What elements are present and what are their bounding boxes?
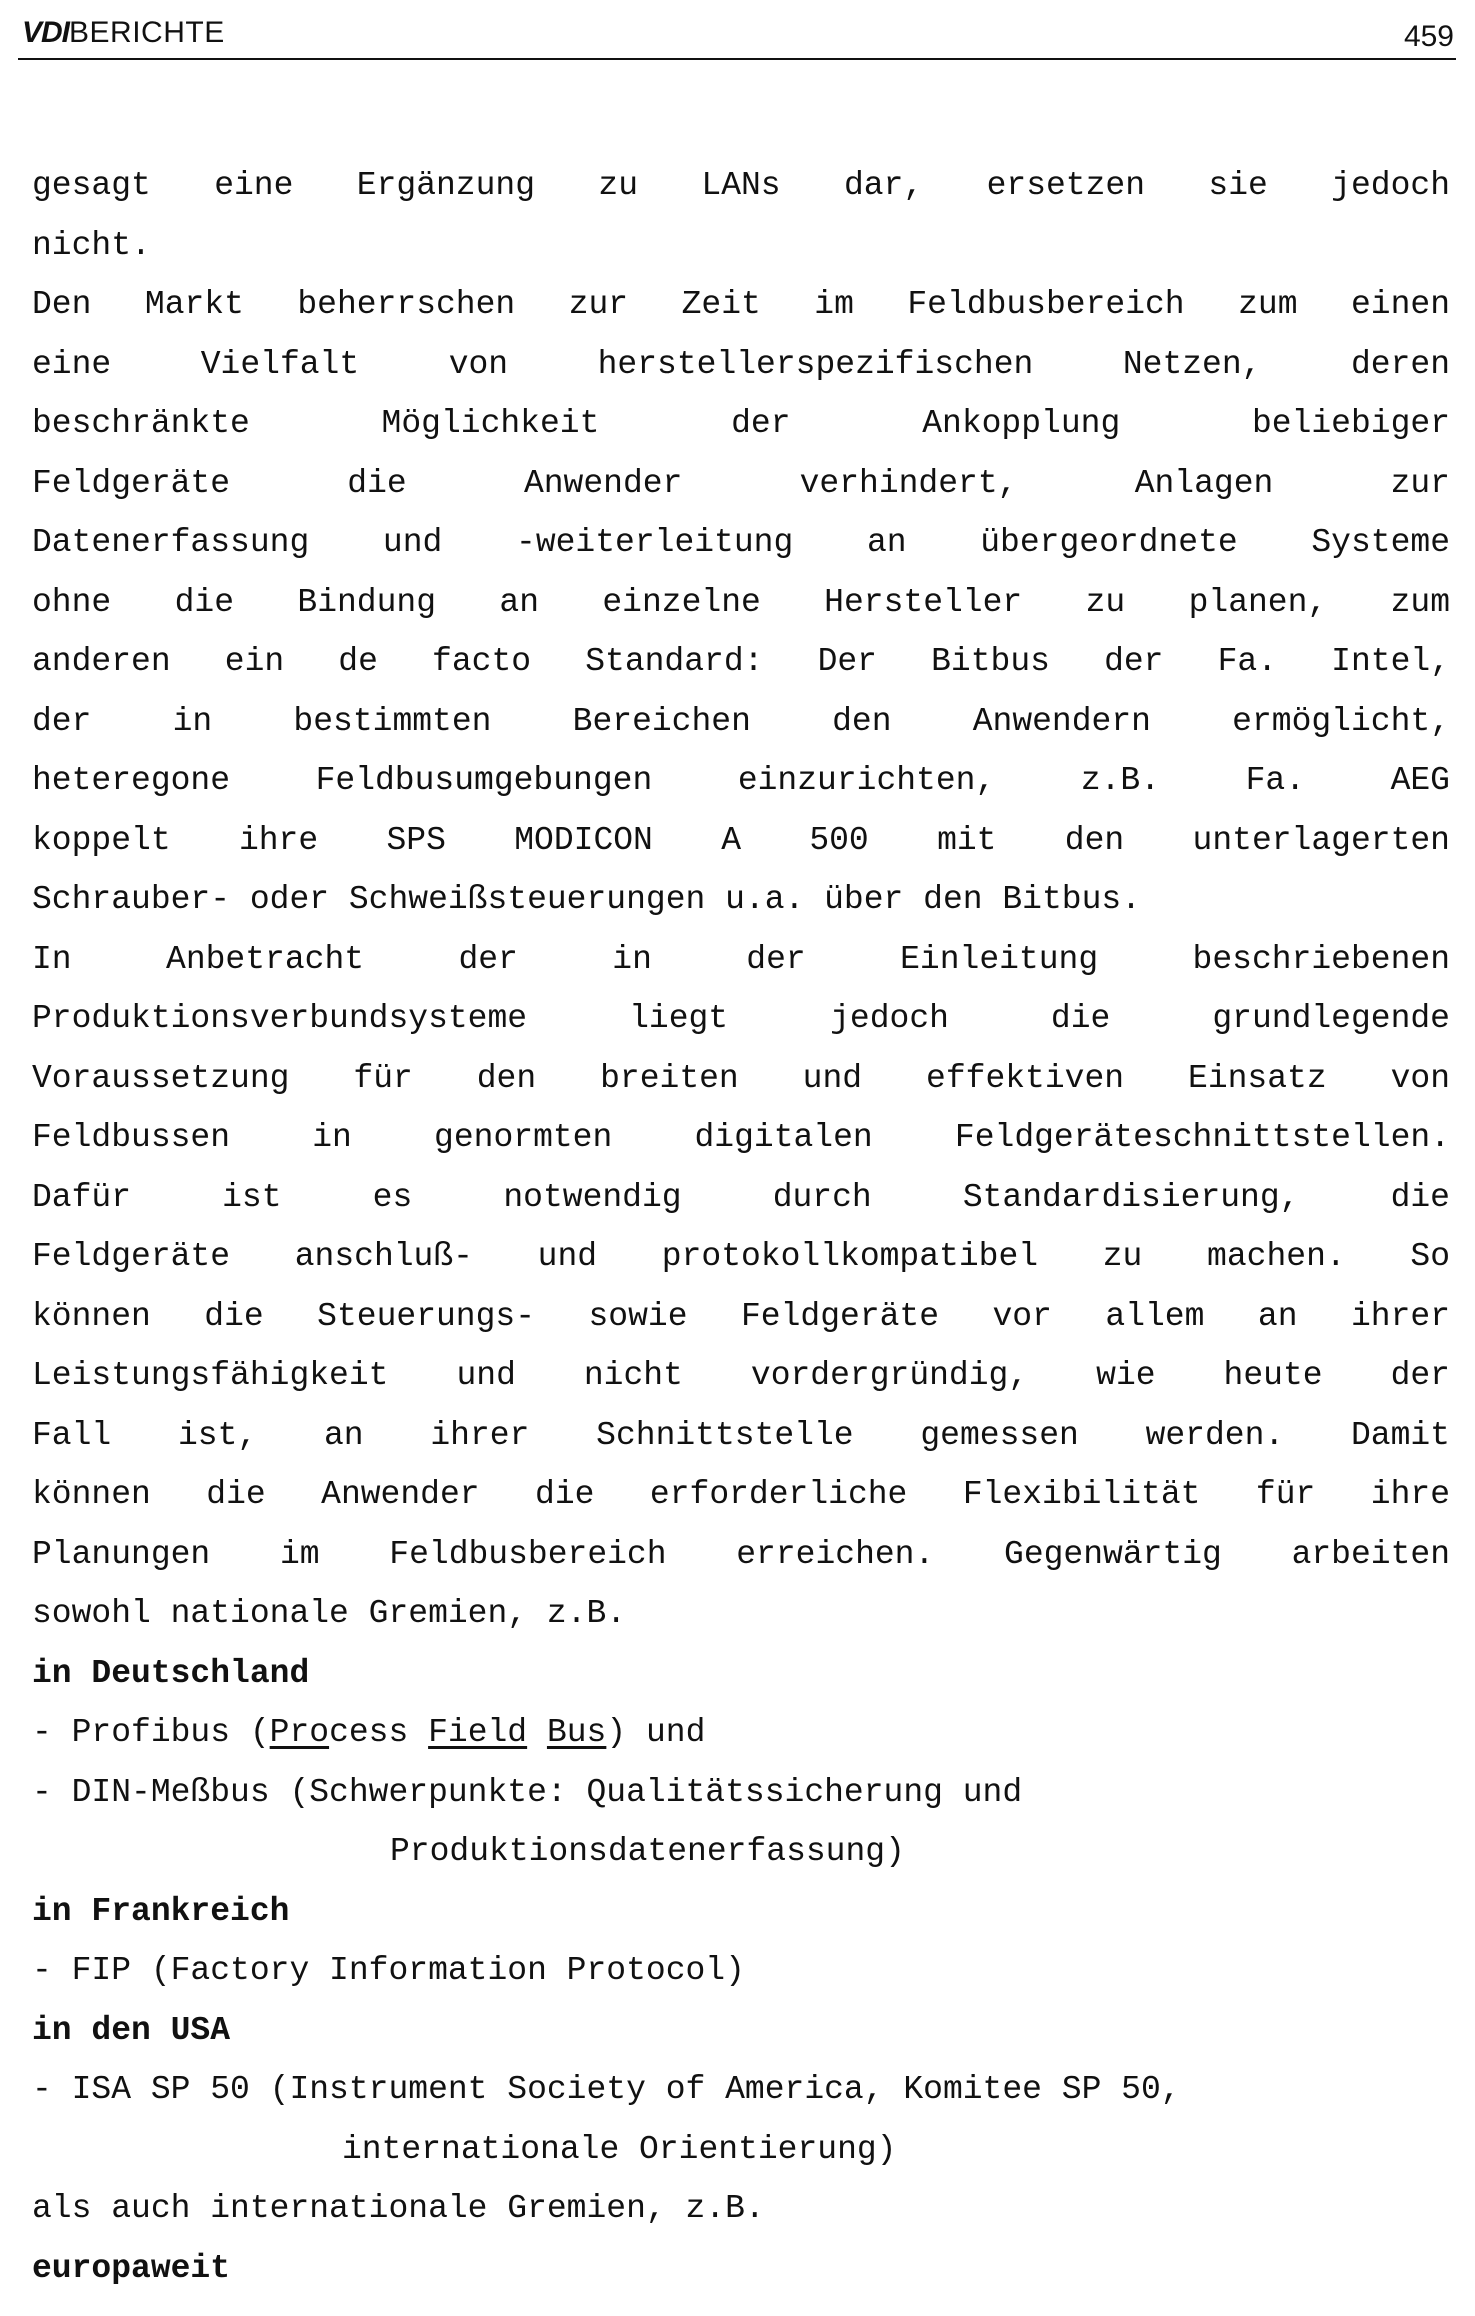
vdi-logo-text: VDI [22,16,70,49]
text-fragment: cess [329,1714,429,1751]
list-item-continuation: Produktionsdatenerfassung) [390,1833,905,1870]
heading-deutschland: in Deutschland [32,1654,310,1692]
text-line: der in bestimmten Bereichen den Anwendern ermöglicht, [32,702,1450,740]
list-item-profibus [32,1703,1450,1763]
text-line: ohne die Bindung an einzelne Hersteller zu planen, zum [32,583,1450,621]
text-line: können die Anwender die erforderliche Flexibilität für ihre [32,1476,1450,1513]
text-fragment [527,1714,547,1751]
text-line: Produktionsverbundsysteme liegt jedoch die grundlegende [32,1000,1450,1037]
text-line: Feldgeräte anschluß- und protokollkompatibel zu machen. So [32,1238,1450,1275]
underlined-fragment: Bus [546,1714,607,1751]
underlined-fragment: Pro [269,1714,330,1751]
document-body [32,156,1450,2298]
text-line: beschränkte Möglichkeit der Ankopplung beliebiger [32,405,1450,442]
list-item-fip: - FIP (Factory Information Protocol) [32,1952,745,1989]
text-line: koppelt ihre SPS MODICON A 500 mit den unterlagerten [32,821,1450,859]
list-item-continuation: internationale Orientierung) [342,2130,897,2168]
text-line: Leistungsfähigkeit und nicht vordergründig, wie heute der [32,1357,1450,1394]
text-line: eine Vielfalt von herstellerspezifischen Netzen, deren [32,345,1450,383]
text-line: Fall ist, an ihrer Schnittstelle gemessen werden. Damit [32,1416,1450,1454]
text-fragment: - Profibus ( [32,1714,270,1751]
text-line: Feldgeräte die Anwender verhindert, Anlagen zur [32,464,1450,502]
text-line: anderen ein de facto Standard: Der Bitbus der Fa. Intel, [32,643,1450,680]
list-item-isa-sp50: - ISA SP 50 (Instrument Society of America, Komitee SP 50, [32,2071,1181,2108]
heading-usa: in den USA [32,2011,231,2049]
text-line: gesagt eine Ergänzung zu LANs dar, ersetzen sie jedoch [32,167,1450,204]
underlined-fragment: Field [428,1714,528,1751]
vdi-berichte-logo [22,16,225,50]
text-line: Feldbussen in genormten digitalen Feldgeräteschnittstellen. [32,1119,1450,1156]
text-line: In Anbetracht der in der Einleitung beschriebenen [32,940,1450,978]
list-item-din-messbus: - DIN-Meßbus (Schwerpunkte: Qualitätssicherung und [32,1773,1023,1811]
text-line: Datenerfassung und -weiterleitung an übergeordnete Systeme [32,524,1450,561]
text-line: sowohl nationale Gremien, z.B. [32,1595,627,1632]
berichte-label: BERICHTE [69,16,225,49]
text-line: Planungen im Feldbusbereich erreichen. Gegenwärtig arbeiten [32,1535,1450,1573]
heading-europaweit: europaweit [32,2249,231,2287]
text-line: Den Markt beherrschen zur Zeit im Feldbusbereich zum einen [32,286,1450,323]
text-line: können die Steuerungs- sowie Feldgeräte vor allem an ihrer [32,1297,1450,1335]
page-number: 459 [1403,20,1454,53]
text-line: heteregone Feldbusumgebungen einzurichten, z.B. Fa. AEG [32,762,1450,799]
text-line: Schrauber- oder Schweißsteuerungen u.a. über den Bitbus. [32,881,1141,918]
text-line: nicht. [32,226,151,264]
page-header [18,8,1456,60]
text-fragment: ) und [606,1714,706,1751]
heading-frankreich: in Frankreich [32,1892,290,1930]
text-line: Dafür ist es notwendig durch Standardisierung, die [32,1178,1450,1216]
text-line: Voraussetzung für den breiten und effektiven Einsatz von [32,1059,1450,1097]
text-line: als auch internationale Gremien, z.B. [32,2190,765,2227]
